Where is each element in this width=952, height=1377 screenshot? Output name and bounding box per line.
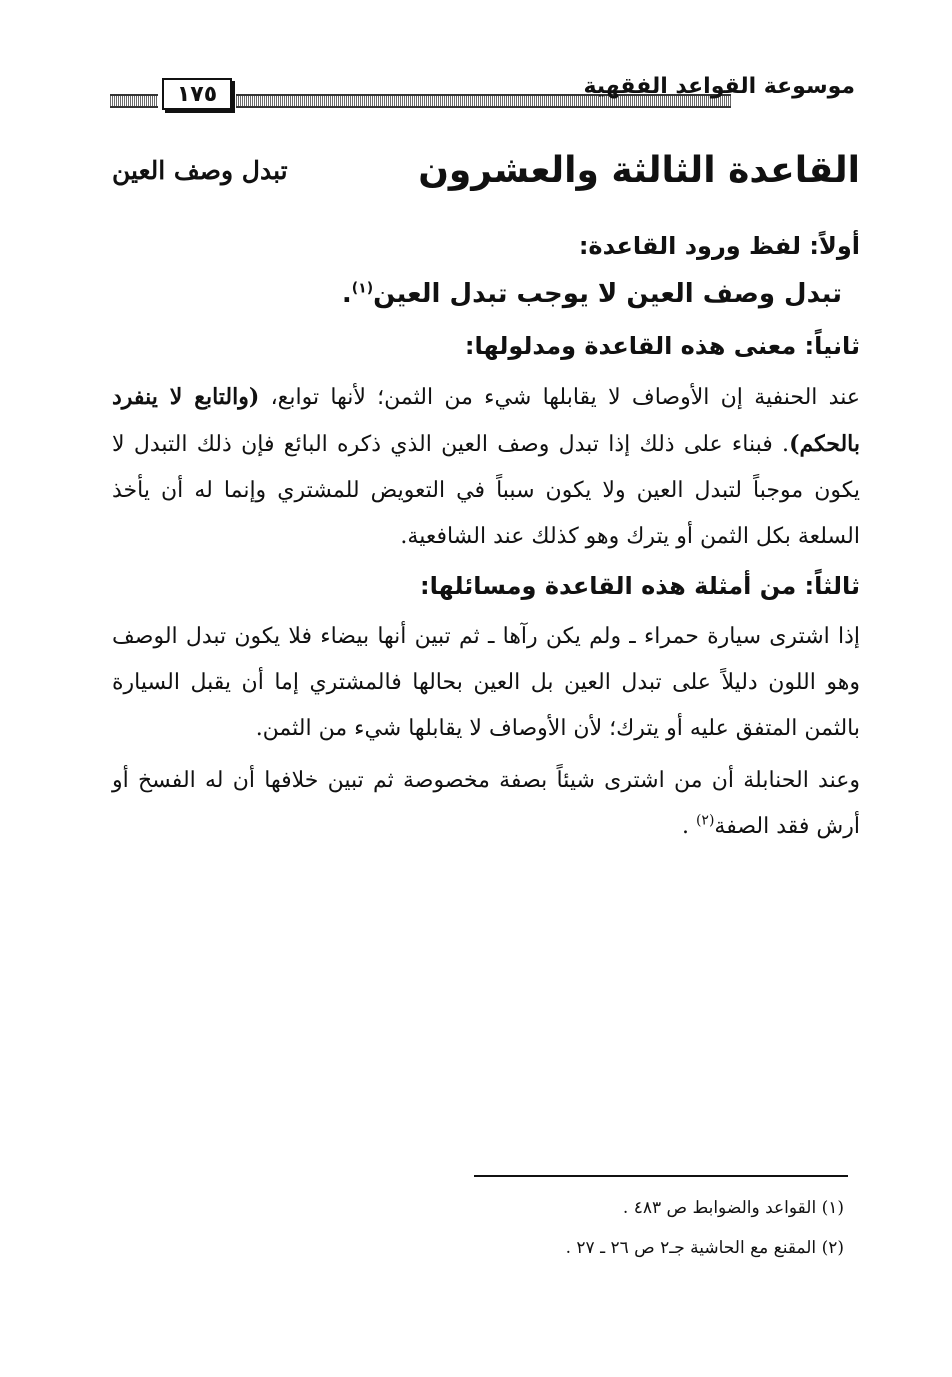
rule-short-title: تبدل وصف العين (112, 156, 288, 185)
footnote-item (424, 1188, 844, 1228)
example-paragraph-1: إذا اشترى سيارة حمراء ـ ولم يكن رآها ـ ثم تبين أنها بيضاء فلا يكون تبدل الوصف وهو اللون دليلاً على تبدل العين بل العين بحالها فالمشتري إما أن يقبل السيارة بالثمن المتفق عليه أو يترك؛ لأن الأوصاف لا يقابلها شيء من الثمن. (112, 624, 860, 741)
page-number: ١٧٥ (162, 78, 232, 110)
footnote-text: المقنع مع الحاشية جـ٢ ص ٢٦ ـ ٢٧ . (565, 1238, 817, 1258)
footnote-item (424, 1228, 844, 1268)
footnote-ref-1[interactable]: (١) (351, 280, 374, 297)
header-ornament-left (110, 94, 158, 108)
footnote-text: القواعد والضوابط ص ٤٨٣ . (622, 1198, 817, 1218)
meaning-text-2: . فبناء على ذلك إذا تبدل وصف العين الذي ذكره البائع فإن ذلك التبدل لا يكون موجباً لتبدل العين ولا يكون سبباً في التعويض للمشتري وإنما له أن يأخذ السلعة بكل الثمن أو يترك وهو كذلك عند الشافعية. (112, 432, 860, 549)
rule-statement-end: . (341, 279, 352, 309)
section-heading-2: ثانياً: معنى هذه القاعدة ومدلولها: (464, 332, 860, 360)
meaning-paragraph (112, 374, 860, 560)
example-end: . (681, 814, 689, 839)
footnote-divider (474, 1175, 848, 1177)
rule-statement-text: تبدل وصف العين لا يوجب تبدل العين (373, 279, 842, 309)
example-paragraph-2 (112, 758, 860, 850)
book-title: موسوعة القواعد الفقهية (583, 74, 855, 99)
example-text-2: وعند الحنابلة أن من اشترى شيئاً بصفة مخصوصة ثم تبين خلافها أن له الفسخ أو أرش فقد الصفة (112, 768, 860, 839)
meaning-bold-phrase: (والتابع لا ينفرد بالحكم) (112, 384, 860, 457)
footnotes (424, 1188, 844, 1268)
footnote-number: (٢) (821, 1238, 844, 1258)
rule-statement (112, 274, 860, 314)
footnote-number: (١) (821, 1198, 844, 1218)
meaning-text-1: عند الحنفية إن الأوصاف لا يقابلها شيء من الثمن؛ لأنها توابع، (259, 385, 860, 410)
rule-title: القاعدة الثالثة والعشرون (418, 150, 860, 191)
main-content (112, 220, 860, 856)
section-heading-1: أولاً: لفظ ورود القاعدة: (578, 232, 860, 260)
footnote-ref-2[interactable]: (٢) (695, 812, 715, 829)
page-header (110, 74, 855, 114)
section-heading-3: ثالثاً: من أمثلة هذه القاعدة ومسائلها: (419, 572, 860, 600)
